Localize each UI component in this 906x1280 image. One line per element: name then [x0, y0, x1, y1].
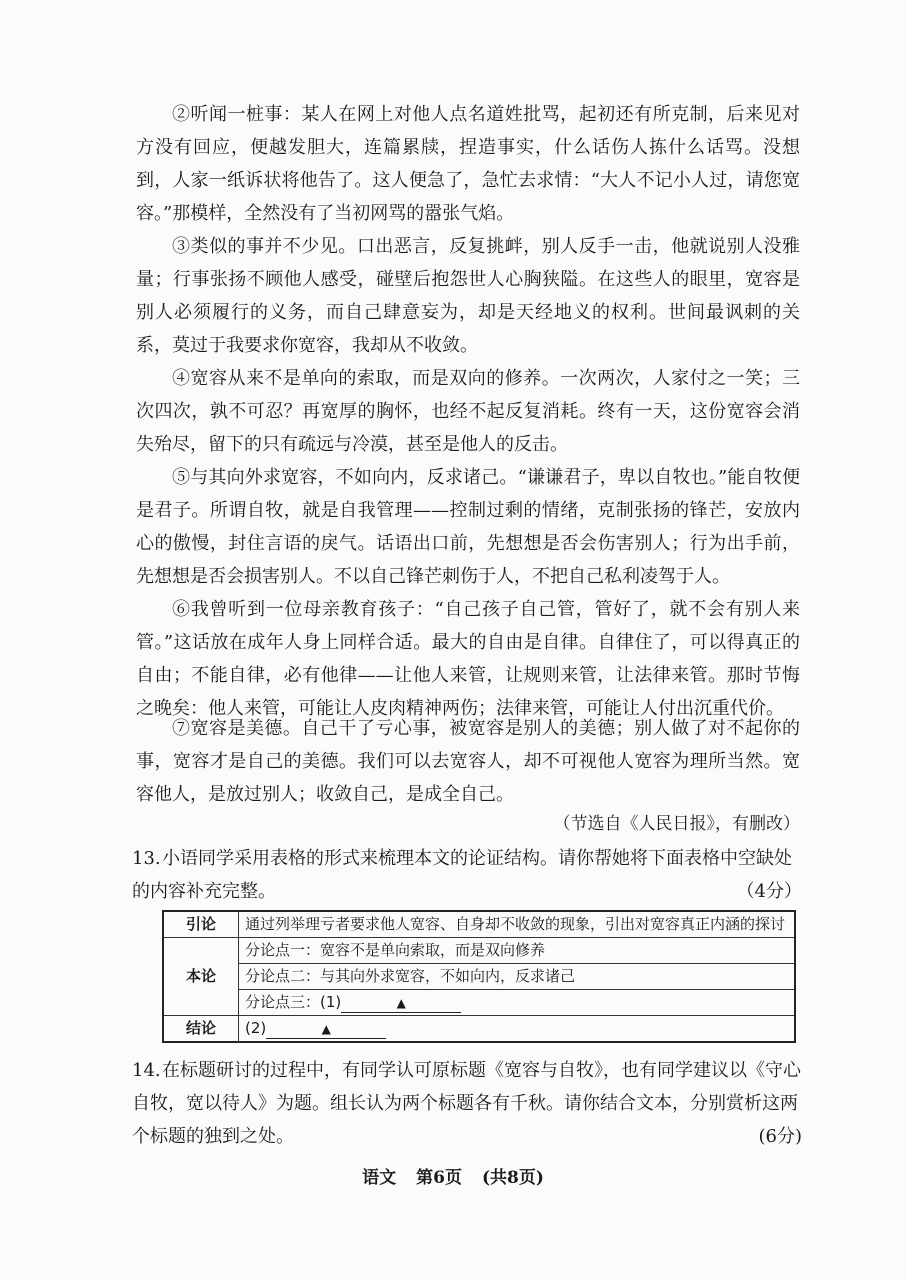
footer-subject: 语文: [362, 1168, 397, 1188]
table-row-body-1: [163, 938, 795, 964]
intro-label: 引论: [163, 911, 239, 938]
question-13: [132, 842, 802, 908]
intro-text: 通过列举理亏者要求他人宽容、自身却不收敛的现象，引出对宽容真正内涵的探讨: [239, 911, 796, 938]
conclusion-label: 结论: [163, 1016, 239, 1043]
answer-blank-2[interactable]: [266, 1018, 386, 1039]
question-14-score: (6分): [758, 1126, 802, 1147]
table-row-body-2: [163, 964, 795, 990]
table-row-conclusion: [163, 1016, 795, 1043]
conclusion-cell: [239, 1016, 796, 1043]
paragraph-4: ④宽容从来不是单向的索取，而是双向的修养。一次两次，人家付之一笑；三次四次，孰不可忍？再宽厚的胸怀，也经不起反复消耗。终有一天，这份宽容会消失殆尽，留下的只有疏远与冷漠，甚至是他人的反击。: [136, 368, 800, 455]
paragraph-3: ③类似的事并不少见。口出恶言，反复挑衅，别人反手一击，他就说别人没雅量；行事张扬不顾他人感受，碰壁后抱怨世人心胸狭隘。在这些人的眼里，宽容是别人必须履行的义务，而自己肆意妄为，却是天经地义的权利。世间最讽刺的关系，莫过于我要求你宽容，我却从不收敛。: [136, 236, 800, 356]
footer-total: (共8页): [481, 1168, 544, 1188]
source-citation: （节选自《人民日报》，有删改）: [553, 814, 800, 834]
paragraph-2: ②听闻一桩事：某人在网上对他人点名道姓批骂，起初还有所克制，后来见对方没有回应，便越发胆大，连篇累牍，捏造事实，什么话伤人拣什么话骂。没想到，人家一纸诉状将他告了。这人便急了，急忙去求情：“大人不记小人过，请您宽容。”那模样，全然没有了当初网骂的嚣张气焰。: [136, 104, 800, 224]
page-footer: [0, 1163, 906, 1188]
answer-blank-1[interactable]: [341, 992, 461, 1013]
conclusion-prefix: (2): [245, 1019, 267, 1037]
question-13-number: 13.: [132, 848, 161, 869]
paragraph-6: ⑥我曾听到一位母亲教育孩子：“自己孩子自己管，管好了，就不会有别人来管。”这话放在成年人身上同样合适。最大的自由是自律。自律住了，可以得真正的自由；不能自律，必有他律——让他人来管，让规则来管，让法律来管。那时节悔之晚矣：他人来管，可能让人皮肉精神两伤；法律来管，可能让人付出沉重代价。: [136, 599, 800, 719]
paragraph-5: ⑤与其向外求宽容，不如向内，反求诸己。“谦谦君子，卑以自牧也。”能自牧便是君子。所谓自牧，就是自我管理——控制过剩的情绪，克制张扬的锋芒，安放内心的傲慢，封住言语的戾气。话语出口前，先想想是否会伤害别人；行为出手前，先想想是否会损害别人。不以自己锋芒刺伤于人，不把自己私利凌驾于人。: [136, 467, 800, 587]
sub-point-3-prefix: 分论点三：(1): [245, 993, 342, 1011]
footer-page: 第6页: [416, 1168, 462, 1188]
question-13-text: 小语同学采用表格的形式来梳理本文的论证结构。请你帮她将下面表格中空缺处的内容补充完整。: [132, 848, 792, 902]
paragraph-7: ⑦宽容是美德。自己干了亏心事，被宽容是别人的美德；别人做了对不起你的事，宽容才是自己的美德。我们可以去宽容人，却不可视他人宽容为理所当然。宽容他人，是放过别人；收敛自己，是成全自己。: [136, 718, 800, 805]
table-row-intro: [163, 911, 795, 938]
question-14-number: 14.: [132, 1060, 161, 1081]
question-13-score: （4分）: [736, 881, 802, 902]
sub-point-2: 分论点二：与其向外求宽容，不如向内，反求诸己: [239, 964, 796, 990]
table-row-body-3: [163, 990, 795, 1016]
question-14: [132, 1054, 802, 1153]
body-label: 本论: [163, 938, 239, 1016]
triangle-marker-icon: ▲: [396, 996, 406, 1010]
question-14-text: 在标题研讨的过程中，有同学认可原标题《宽容与自牧》，也有同学建议以《守心自牧，宽以待人》为题。组长认为两个标题各有千秋。请你结合文本，分别赏析这两个标题的独到之处。: [132, 1060, 801, 1147]
triangle-marker-icon: ▲: [321, 1022, 331, 1036]
sub-point-1: 分论点一：宽容不是单向索取，而是双向修养: [239, 938, 796, 964]
argument-structure-table: [162, 910, 796, 1043]
sub-point-3: [239, 990, 796, 1016]
